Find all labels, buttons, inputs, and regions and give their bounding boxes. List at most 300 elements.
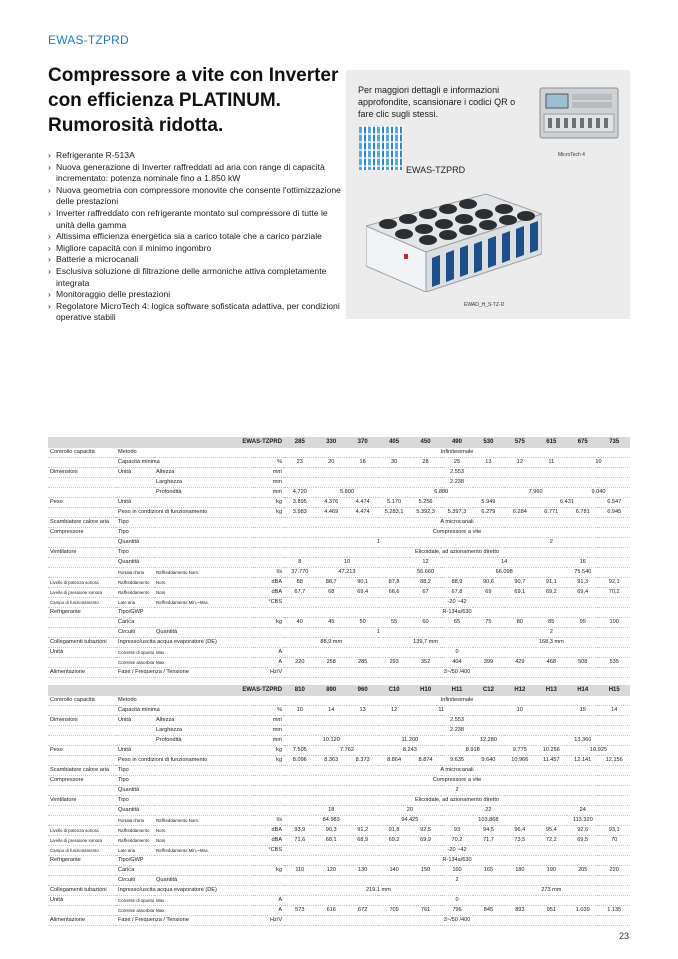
row-unit — [254, 528, 284, 538]
table-header-row — [48, 437, 630, 448]
row-unit: mm — [254, 736, 284, 746]
row-sub-label: Carica — [116, 618, 254, 628]
value-cell: 951 — [536, 906, 567, 916]
value-cell: 0 — [284, 648, 630, 658]
value-cell: 4.376 — [316, 498, 347, 508]
value-cell: 20 — [316, 458, 347, 468]
qr-label[interactable]: EWAS-TZPRD — [406, 165, 466, 175]
title-line: Compressore a vite con Inverter — [48, 65, 339, 86]
value-cell: 88,7 — [316, 578, 347, 588]
feature-item: › Migliore capacità con il minimo ingombro — [48, 243, 348, 255]
row-sub-label: Capacità minima — [116, 458, 254, 468]
model-column-header: 530 — [473, 437, 504, 448]
row-unit: Hz/V — [254, 668, 284, 678]
spec-table-1 — [48, 437, 630, 678]
model-column-header: 370 — [347, 437, 378, 448]
row-sub-label: Metodo — [116, 448, 254, 458]
value-cell: 70,2 — [441, 836, 472, 846]
value-cell: 139,7 mm — [378, 638, 472, 648]
value-cell: 87,8 — [378, 578, 409, 588]
value-cell: 1.039 — [567, 906, 598, 916]
value-cell: 45 — [316, 618, 347, 628]
table-row — [48, 498, 630, 508]
row-unit: °CBS — [254, 598, 284, 608]
value-cell: 90,1 — [347, 578, 378, 588]
model-series-header: EWAS-TZPRD — [48, 685, 284, 696]
row-group-label — [48, 706, 116, 716]
row-unit — [254, 876, 284, 886]
value-cell: 92,1 — [598, 578, 630, 588]
row-sub-label: Max — [154, 658, 254, 668]
value-cell: 68,1 — [316, 836, 347, 846]
row-unit — [254, 786, 284, 796]
row-group-label: Dimensioni — [48, 716, 116, 726]
value-cell: 220 — [598, 866, 630, 876]
row-group-label — [48, 806, 116, 816]
table-row — [48, 896, 630, 906]
value-cell: 88,9 mm — [284, 638, 378, 648]
value-cell: 70,2 — [598, 588, 630, 598]
value-cell: 12.141 — [567, 756, 598, 766]
value-cell: 2 — [473, 538, 630, 548]
value-cell: 6.945 — [598, 508, 630, 518]
chiller-image — [366, 180, 542, 292]
value-cell: 55 — [378, 618, 409, 628]
row-unit — [254, 608, 284, 618]
value-cell: 5.800 — [316, 488, 379, 498]
value-cell: 93 — [441, 826, 472, 836]
row-sub-label — [116, 736, 154, 746]
controller-image — [538, 84, 620, 140]
row-group-label — [48, 866, 116, 876]
value-cell: 220 — [284, 658, 315, 668]
row-unit: l/s — [254, 816, 284, 826]
row-sub-label: Quantità — [116, 558, 254, 568]
value-cell: 399 — [473, 658, 504, 668]
value-cell: 15 — [567, 706, 598, 716]
value-cell: 273 mm — [473, 886, 630, 896]
value-cell: 12 — [378, 558, 472, 568]
row-unit: kg — [254, 746, 284, 756]
row-sub-label: Larghezza — [154, 726, 254, 736]
value-cell: 23 — [284, 458, 315, 468]
value-cell: 352 — [410, 658, 441, 668]
value-cell: 10 — [567, 458, 630, 468]
table-row — [48, 568, 630, 578]
value-cell: 40 — [284, 618, 315, 628]
qr-code[interactable] — [359, 126, 403, 170]
value-cell: 67,7 — [284, 588, 315, 598]
value-cell: 13.360 — [536, 736, 630, 746]
row-unit: mm — [254, 478, 284, 488]
table-row — [48, 776, 630, 786]
value-cell: 113.320 — [536, 816, 630, 826]
row-unit: °CBS — [254, 846, 284, 856]
value-cell: 404 — [441, 658, 472, 668]
value-cell: 5.397,3 — [441, 508, 472, 518]
value-cell: 6.781 — [567, 508, 598, 518]
value-cell: 573 — [284, 906, 315, 916]
row-group-label — [48, 458, 116, 468]
row-group-label — [48, 658, 116, 668]
row-sub-label: Unità — [116, 746, 254, 756]
row-sub-label: Unità — [116, 716, 154, 726]
model-column-header: 890 — [316, 685, 347, 696]
row-sub-label: Max — [154, 896, 254, 906]
value-cell: 69,5 — [567, 836, 598, 846]
row-unit: kg — [254, 508, 284, 518]
model-column-header: 405 — [378, 437, 409, 448]
row-sub-label: Corrente assorbita — [116, 906, 154, 916]
value-cell: 16 — [536, 558, 630, 568]
row-group-label: Unità — [48, 896, 116, 906]
model-column-header: 285 — [284, 437, 315, 448]
value-cell: 67,8 — [441, 588, 472, 598]
value-cell: 68,9 — [347, 836, 378, 846]
value-cell: R-134a/630 — [284, 608, 630, 618]
value-cell: 5.392,3 — [410, 508, 441, 518]
value-cell: 12 — [504, 458, 535, 468]
unit-label: EWAD_H_S-TZ-D — [464, 302, 505, 308]
row-unit — [254, 806, 284, 816]
row-sub-label: Tipo — [116, 528, 254, 538]
table-row — [48, 618, 630, 628]
value-cell: 72,2 — [536, 836, 567, 846]
model-column-header: H13 — [536, 685, 567, 696]
row-sub-label: Quantità — [154, 628, 254, 638]
value-cell: 95 — [567, 618, 598, 628]
row-sub-label: Tipo — [116, 776, 254, 786]
value-cell: 110 — [284, 866, 315, 876]
value-cell: 6.880 — [378, 488, 504, 498]
row-sub-label: Tipo — [116, 766, 254, 776]
row-sub-label: Raffreddamento Nom. — [154, 568, 254, 578]
feature-item: › Refrigerante R-513A — [48, 150, 348, 162]
row-unit: kg — [254, 756, 284, 766]
row-unit: dBA — [254, 588, 284, 598]
value-cell: 13 — [347, 706, 378, 716]
table-row — [48, 518, 630, 528]
value-cell: 3~/50 /400 — [284, 668, 630, 678]
row-unit — [254, 776, 284, 786]
row-sub-label: Nom. — [154, 578, 254, 588]
row-group-label: Compressore — [48, 776, 116, 786]
row-sub-label: Portata d'aria — [116, 816, 154, 826]
value-cell: 3.983 — [284, 508, 315, 518]
value-cell: 37.770 — [284, 568, 315, 578]
row-unit: Hz/V — [254, 916, 284, 926]
row-group-label — [48, 726, 116, 736]
value-cell: 14 — [316, 706, 347, 716]
value-cell: 10 — [284, 706, 315, 716]
model-column-header: 960 — [347, 685, 378, 696]
model-column-header: C10 — [378, 685, 409, 696]
row-sub-label: Tipo — [116, 548, 254, 558]
row-sub-label: Circuiti — [116, 876, 154, 886]
model-column-header: H15 — [598, 685, 630, 696]
value-cell: 258 — [316, 658, 347, 668]
row-group-label — [48, 508, 116, 518]
table-row — [48, 716, 630, 726]
table-row — [48, 906, 630, 916]
value-cell: 4.474 — [347, 498, 378, 508]
value-cell: 8 — [284, 558, 315, 568]
value-cell: Elicoidale, ad azionamento diretto — [284, 548, 630, 558]
value-cell: 672 — [347, 906, 378, 916]
row-group-label: Compressore — [48, 528, 116, 538]
value-cell: 80 — [504, 618, 535, 628]
model-column-header: H10 — [410, 685, 441, 696]
row-group-label: Ventilatore — [48, 548, 116, 558]
table-row — [48, 448, 630, 458]
model-column-header: H12 — [504, 685, 535, 696]
value-cell: 8.874 — [410, 756, 441, 766]
table-row — [48, 528, 630, 538]
table-row — [48, 886, 630, 896]
value-cell: 5.256 — [410, 498, 441, 508]
row-group-label: Alimentazione — [48, 668, 116, 678]
value-cell: 90,6 — [473, 578, 504, 588]
model-series-header: EWAS-TZPRD — [48, 437, 284, 448]
value-cell: 71,6 — [284, 836, 315, 846]
value-cell: 91,3 — [567, 578, 598, 588]
value-cell: 120 — [316, 866, 347, 876]
row-sub-label — [116, 478, 154, 488]
value-cell: 103.868 — [441, 816, 535, 826]
table-row — [48, 816, 630, 826]
series-header: EWAS-TZPRD — [48, 33, 129, 47]
value-cell: 75 — [473, 618, 504, 628]
table-row — [48, 856, 630, 866]
table-row — [48, 598, 630, 608]
feature-item: › Batterie a microcanali — [48, 254, 348, 266]
page-number: 23 — [618, 931, 629, 941]
value-cell: 84.983 — [284, 816, 378, 826]
row-unit: dBA — [254, 578, 284, 588]
promo-text: Per maggiori dettagli e informazioni approfondite, scansionare i codici QR o fare clic sugli stessi. — [358, 85, 516, 119]
value-cell: 69,2 — [536, 588, 567, 598]
value-cell: 5.283,1 — [378, 508, 409, 518]
row-sub-label: Altezza — [154, 468, 254, 478]
row-sub-label: Quantità — [116, 786, 254, 796]
value-cell: -20 ~42 — [284, 598, 630, 608]
value-cell: 5.170 — [378, 498, 409, 508]
value-cell: Compressore a vite — [284, 528, 630, 538]
feature-item: › Altissima efficienza energetica sia a carico totale che a carico parziale — [48, 231, 348, 243]
value-cell: 24 — [536, 806, 630, 816]
value-cell: 8.918 — [441, 746, 504, 756]
value-cell: 893 — [504, 906, 535, 916]
table-row — [48, 806, 630, 816]
value-cell: 10.925 — [567, 746, 630, 756]
row-group-label — [48, 538, 116, 548]
spec-table-2 — [48, 685, 630, 926]
row-unit: dBA — [254, 836, 284, 846]
row-sub-label: Lato aria — [116, 598, 154, 608]
row-sub-label: Peso in condizioni di funzionamento — [116, 756, 254, 766]
row-sub-label: Portata d'aria — [116, 568, 154, 578]
value-cell: 91,2 — [347, 826, 378, 836]
value-cell: 535 — [598, 658, 630, 668]
value-cell: 69,2 — [378, 836, 409, 846]
row-sub-label: Max — [154, 648, 254, 658]
value-cell: 2.553 — [284, 716, 630, 726]
value-cell: 85 — [536, 618, 567, 628]
value-cell: 10.966 — [504, 756, 535, 766]
model-column-header: C12 — [473, 685, 504, 696]
row-sub-label: Profondità — [154, 488, 254, 498]
value-cell: 65 — [441, 618, 472, 628]
row-sub-label: Nom. — [154, 826, 254, 836]
row-sub-label: Circuiti — [116, 628, 154, 638]
table-row — [48, 696, 630, 706]
table-row — [48, 766, 630, 776]
row-group-label: Livello di pressione sonora — [48, 836, 116, 846]
value-cell: 66,6 — [378, 588, 409, 598]
value-cell: 92,6 — [567, 826, 598, 836]
value-cell: 91,8 — [378, 826, 409, 836]
model-column-header: H14 — [567, 685, 598, 696]
row-unit: mm — [254, 716, 284, 726]
row-unit: l/s — [254, 568, 284, 578]
row-unit — [254, 538, 284, 548]
value-cell: 100 — [598, 618, 630, 628]
value-cell: 165 — [473, 866, 504, 876]
value-cell: 18 — [347, 458, 378, 468]
row-unit — [254, 558, 284, 568]
value-cell: 88 — [284, 578, 315, 588]
value-cell: 6.279 — [473, 508, 504, 518]
row-sub-label: Altezza — [154, 716, 254, 726]
value-cell: 2.553 — [284, 468, 630, 478]
value-cell: 18 — [284, 806, 378, 816]
value-cell: 796 — [441, 906, 472, 916]
value-cell: 285 — [347, 658, 378, 668]
row-group-label: Scambiatore calore aria — [48, 518, 116, 528]
row-unit: mm — [254, 488, 284, 498]
row-sub-label: Ingresso/uscita acqua evaporatore (DE) — [116, 886, 254, 896]
value-cell: 293 — [378, 658, 409, 668]
value-cell: 429 — [504, 658, 535, 668]
value-cell: 67 — [410, 588, 441, 598]
value-cell: 0 — [284, 896, 630, 906]
value-cell: 8.243 — [378, 746, 441, 756]
row-group-label — [48, 558, 116, 568]
row-group-label: Unità — [48, 648, 116, 658]
row-sub-label: Fase / Frequenza / Tensione — [116, 668, 254, 678]
row-sub-label — [116, 726, 154, 736]
value-cell: 160 — [441, 866, 472, 876]
value-cell: 69,4 — [347, 588, 378, 598]
row-sub-label: Peso in condizioni di funzionamento — [116, 508, 254, 518]
row-sub-label: Raffreddamento Nom. — [154, 816, 254, 826]
table-row — [48, 558, 630, 568]
value-cell: 2.238 — [284, 478, 630, 488]
row-sub-label: Raffreddamento — [116, 836, 154, 846]
row-group-label: Collegamenti tubazioni — [48, 638, 116, 648]
row-group-label: Campo di funzionamento — [48, 598, 116, 608]
value-cell: 150 — [410, 866, 441, 876]
value-cell: 14 — [473, 558, 536, 568]
value-cell: 3.895 — [284, 498, 315, 508]
value-cell: 205 — [567, 866, 598, 876]
row-sub-label: Max — [154, 906, 254, 916]
row-group-label: Refrigerante — [48, 608, 116, 618]
table-row — [48, 826, 630, 836]
value-cell: 68 — [316, 588, 347, 598]
model-column-header: 575 — [504, 437, 535, 448]
row-sub-label: Raffreddamento Min.~Max. — [154, 598, 254, 608]
value-cell: 8.096 — [284, 756, 315, 766]
feature-list — [48, 150, 348, 324]
table-row — [48, 538, 630, 548]
value-cell: 91,1 — [536, 578, 567, 588]
value-cell: 12.156 — [598, 756, 630, 766]
value-cell: 12 — [378, 706, 409, 716]
value-cell: 180 — [504, 866, 535, 876]
value-cell: 2 — [284, 786, 630, 796]
table-row — [48, 786, 630, 796]
value-cell: 6.547 — [598, 498, 630, 508]
row-unit — [254, 886, 284, 896]
row-group-label: Livello di potenza sonora — [48, 578, 116, 588]
value-cell: 508 — [567, 658, 598, 668]
feature-item: › Esclusiva soluzione di filtrazione delle armoniche attiva completamente integrata — [48, 266, 348, 289]
row-group-label: Controllo capacità — [48, 448, 116, 458]
row-unit — [254, 696, 284, 706]
table-row — [48, 648, 630, 658]
value-cell: 1.135 — [598, 906, 630, 916]
row-sub-label: Capacità minima — [116, 706, 254, 716]
row-sub-label: Larghezza — [154, 478, 254, 488]
row-unit: A — [254, 658, 284, 668]
row-sub-label: Metodo — [116, 696, 254, 706]
row-group-label: Livello di potenza sonora — [48, 826, 116, 836]
feature-item: › Nuova generazione di Inverter raffreddati ad aria con range di capacità incrementato: potenza nominale fino a 1.850 kW — [48, 162, 348, 185]
model-column-header: 735 — [598, 437, 630, 448]
row-sub-label: Profondità — [154, 736, 254, 746]
row-sub-label — [116, 488, 154, 498]
table-row — [48, 668, 630, 678]
value-cell: 7.960 — [504, 488, 567, 498]
value-cell: 90,3 — [316, 826, 347, 836]
row-sub-label: Tipo — [116, 796, 254, 806]
row-group-label: Peso — [48, 498, 116, 508]
row-group-label — [48, 876, 116, 886]
row-group-label — [48, 488, 116, 498]
value-cell: 47.213 — [316, 568, 379, 578]
row-sub-label: Tipo — [116, 518, 254, 528]
table-row — [48, 468, 630, 478]
model-column-header: 810 — [284, 685, 315, 696]
row-group-label — [48, 756, 116, 766]
value-cell: 616 — [316, 906, 347, 916]
model-column-header: 490 — [441, 437, 472, 448]
value-cell: 30 — [378, 458, 409, 468]
value-cell: 25 — [441, 458, 472, 468]
value-cell: 10.120 — [284, 736, 378, 746]
value-cell: 3~/50 /400 — [284, 916, 630, 926]
table-row — [48, 796, 630, 806]
row-sub-label: Corrente di spunto — [116, 896, 154, 906]
value-cell: 9.775 — [504, 746, 535, 756]
model-column-header: H11 — [441, 685, 472, 696]
value-cell: Elicoidale, ad azionamento diretto — [284, 796, 630, 806]
title-line: con efficienza PLATINUM. — [48, 90, 281, 111]
row-group-label: Controllo capacità — [48, 696, 116, 706]
value-cell: 6.284 — [504, 508, 535, 518]
value-cell: 130 — [347, 866, 378, 876]
